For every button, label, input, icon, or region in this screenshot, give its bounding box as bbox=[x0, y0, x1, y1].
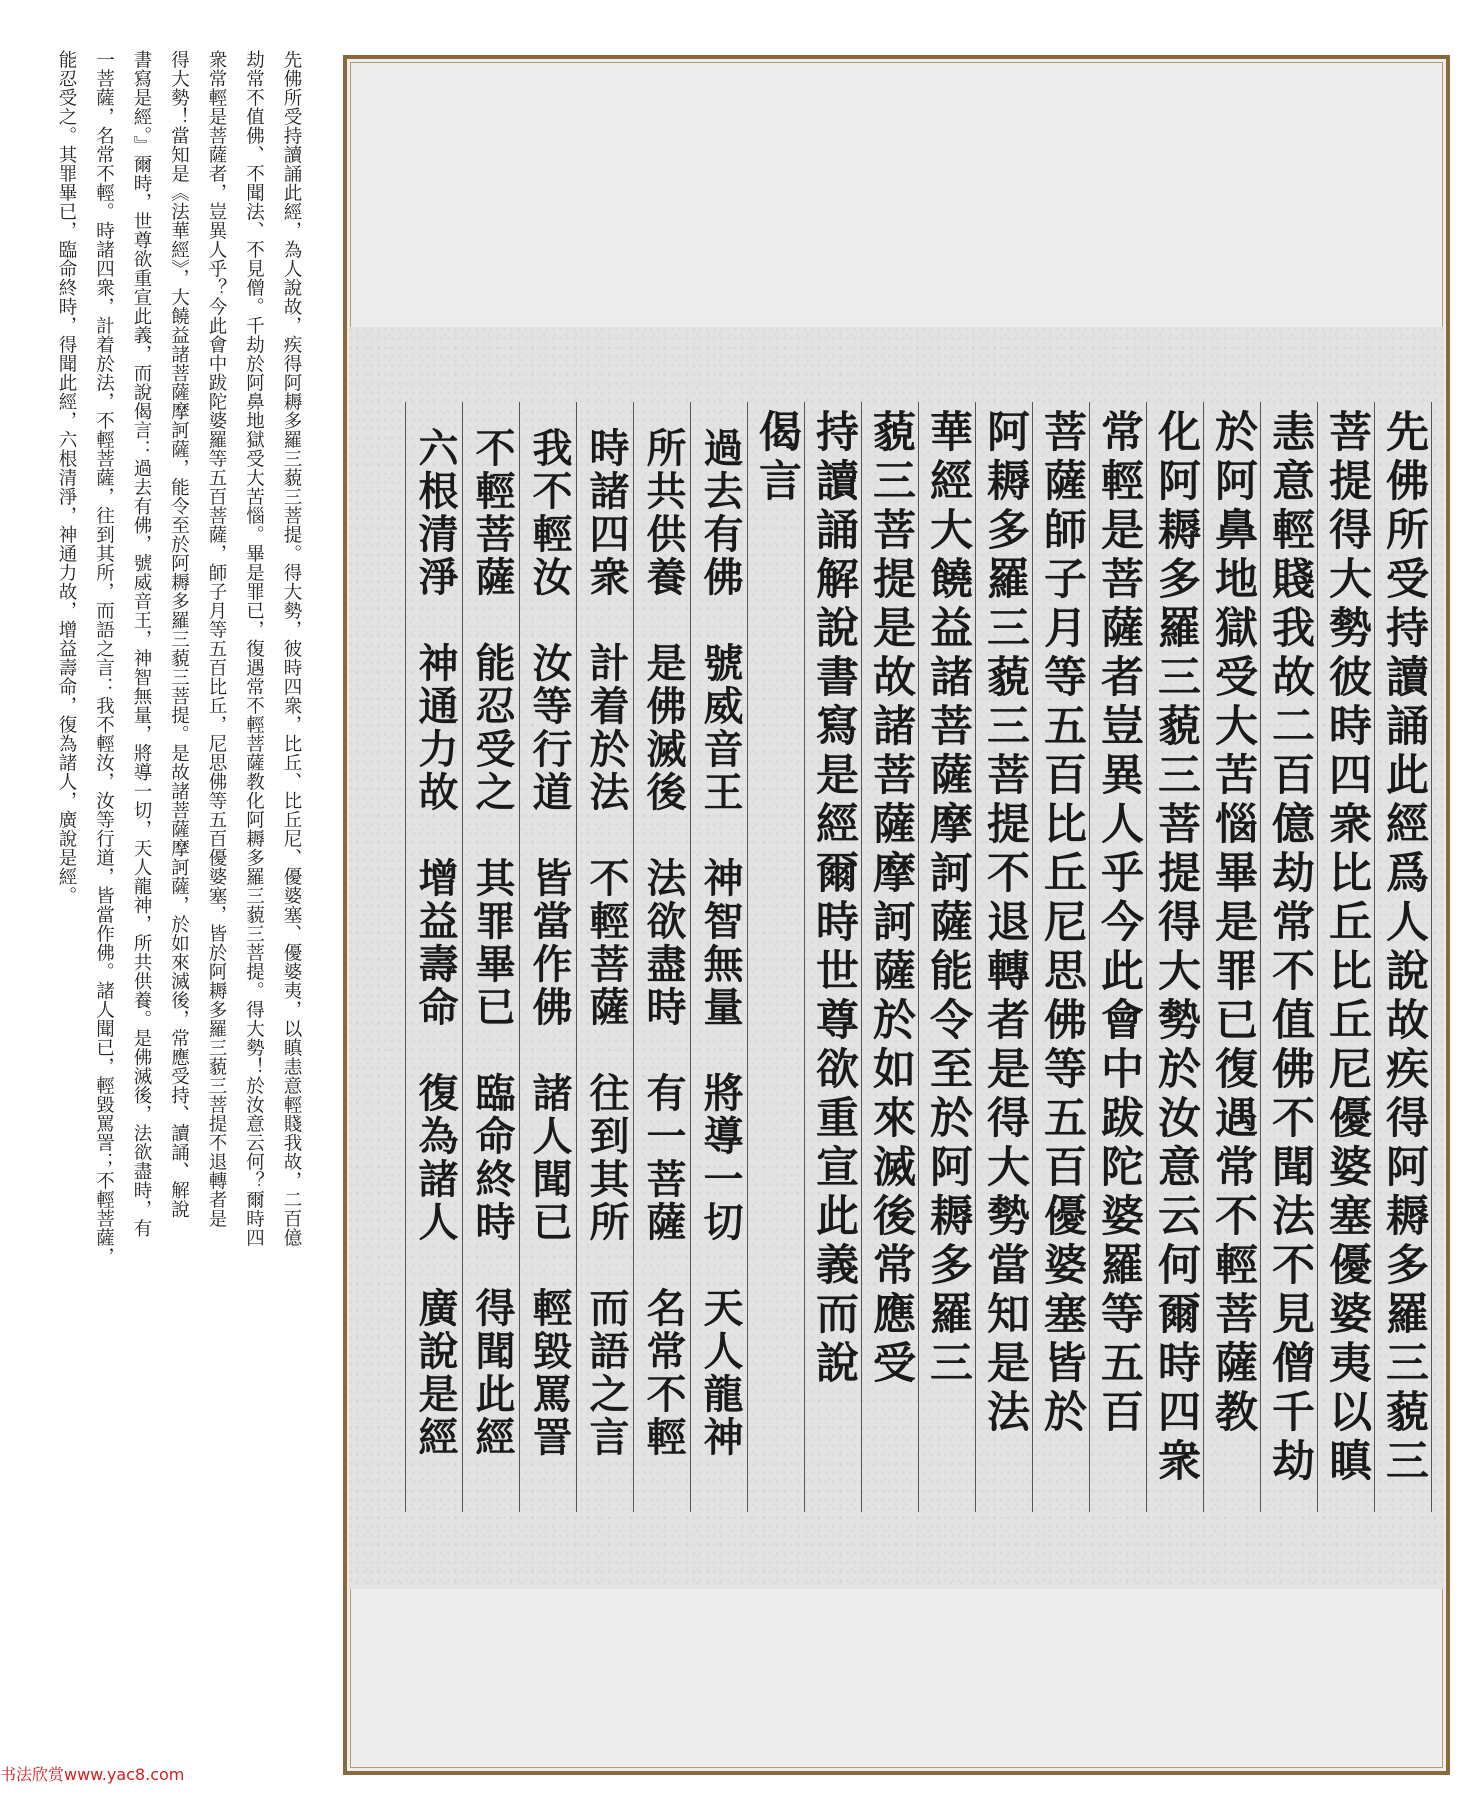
calligraphy-plate bbox=[349, 327, 1444, 1589]
calligraphy-column: 菩薩師子月等五百比丘尼思佛等五百優婆塞皆於 bbox=[1037, 409, 1087, 1438]
calligraphy-column: 過去有佛 號威音王 神智無量 將導一切 天人龍神 bbox=[697, 427, 744, 1459]
calligraphy-column: 於阿鼻地獄受大苦惱畢是罪已復遇常不輕菩薩教 bbox=[1208, 409, 1258, 1438]
calligraphy-column: 先佛所受持讀誦此經爲人說故疾得阿耨多羅三藐三 bbox=[1379, 409, 1429, 1487]
column-rule bbox=[405, 402, 406, 1512]
calligraphy-column: 我不輕汝 汝等行道 皆當作佛 諸人聞已 輕毀罵詈 bbox=[526, 427, 573, 1459]
calligraphy-column: 菩提得大勢彼時四衆比丘比丘尼優婆塞優婆夷以瞋 bbox=[1322, 409, 1372, 1487]
calligraphy-column: 不輕菩薩 能忍受之 其罪畢已 臨命終時 得聞此經 bbox=[469, 427, 516, 1459]
calligraphy-column: 六根清淨 神通力故 增益壽命 復為諸人 廣說是經 bbox=[412, 427, 459, 1459]
transcription-column: 能忍受之。其罪畢已，臨命終時，得聞此經，六根清淨，神通力故，增益壽命，復為諸人，廣說是經。 bbox=[56, 50, 77, 905]
calligraphy-column: 時諸四衆 計着於法 不輕菩薩 往到其所 而語之言 bbox=[583, 427, 630, 1459]
transcription-column: 先佛所受持讀誦此經，為人說故，疾得阿耨多羅三藐三菩提。得大勢，彼時四衆，比丘、比丘尼、優婆塞、優婆夷，以瞋恚意輕賤我故，二百億 bbox=[281, 50, 302, 1247]
calligraphy-column: 阿耨多羅三藐三菩提不退轉者是得大勢當知是法 bbox=[980, 409, 1030, 1438]
modern-transcription bbox=[10, 50, 310, 1750]
transcription-column: 劫常不值佛、不聞法、不見僧。千劫於阿鼻地獄受大苦惱。畢是罪已，復遇常不輕菩薩教化阿耨多羅三藐三菩提。得大勢！於汝意云何？爾時四 bbox=[243, 50, 265, 1247]
transcription-column: 一菩薩，名常不輕。時諸四衆，計着於法，不輕菩薩，往到其所，而語之言：我不輕汝，汝等行道，皆當作佛。諸人聞已，輕毀罵詈；不輕菩薩， bbox=[93, 50, 115, 1266]
calligraphy-column: 偈言 bbox=[752, 409, 802, 507]
calligraphy-column: 常輕是菩薩者豈異人乎今此會中跋陀婆羅等五百 bbox=[1094, 409, 1144, 1438]
transcription-column: 得大勢！當知是《法華經》，大饒益諸菩薩摩訶薩，能令至於阿耨多羅三藐三菩提。是故諸菩薩摩訶薩，於如來滅後，常應受持、讀誦、解說 bbox=[168, 50, 190, 1219]
calligraphy-column: 化阿耨多羅三藐三菩提得大勢於汝意云何爾時四衆 bbox=[1151, 409, 1201, 1487]
transcription-column: 書寫是經。』爾時，世尊欲重宣此義，而說偈言：過去有佛，號威音王，神智無量，將導一切，天人龍神，所共供養。是佛滅後，法欲盡時，有 bbox=[131, 50, 152, 1238]
transcription-column: 衆常輕是菩薩者，豈異人乎？今此會中跋陀婆羅等五百菩薩，師子月等五百比丘，尼思佛等五百優婆塞，皆於阿耨多羅三藐三菩提不退轉者是 bbox=[206, 50, 227, 1228]
site-watermark: 书法欣赏www.yac8.com bbox=[0, 1765, 185, 1784]
calligraphy-column: 所共供養 是佛滅後 法欲盡時 有一菩薩 名常不輕 bbox=[640, 427, 687, 1459]
calligraphy-column: 持讀誦解說書寫是經爾時世尊欲重宣此義而說 bbox=[809, 409, 859, 1389]
calligraphy-column: 恚意輕賤我故二百億劫常不值佛不聞法不見僧千劫 bbox=[1265, 409, 1315, 1487]
calligraphy-column: 藐三菩提是故諸菩薩摩訶薩於如來滅後常應受 bbox=[866, 409, 916, 1389]
calligraphy-column: 華經大饒益諸菩薩摩訶薩能令至於阿耨多羅三 bbox=[923, 409, 973, 1389]
